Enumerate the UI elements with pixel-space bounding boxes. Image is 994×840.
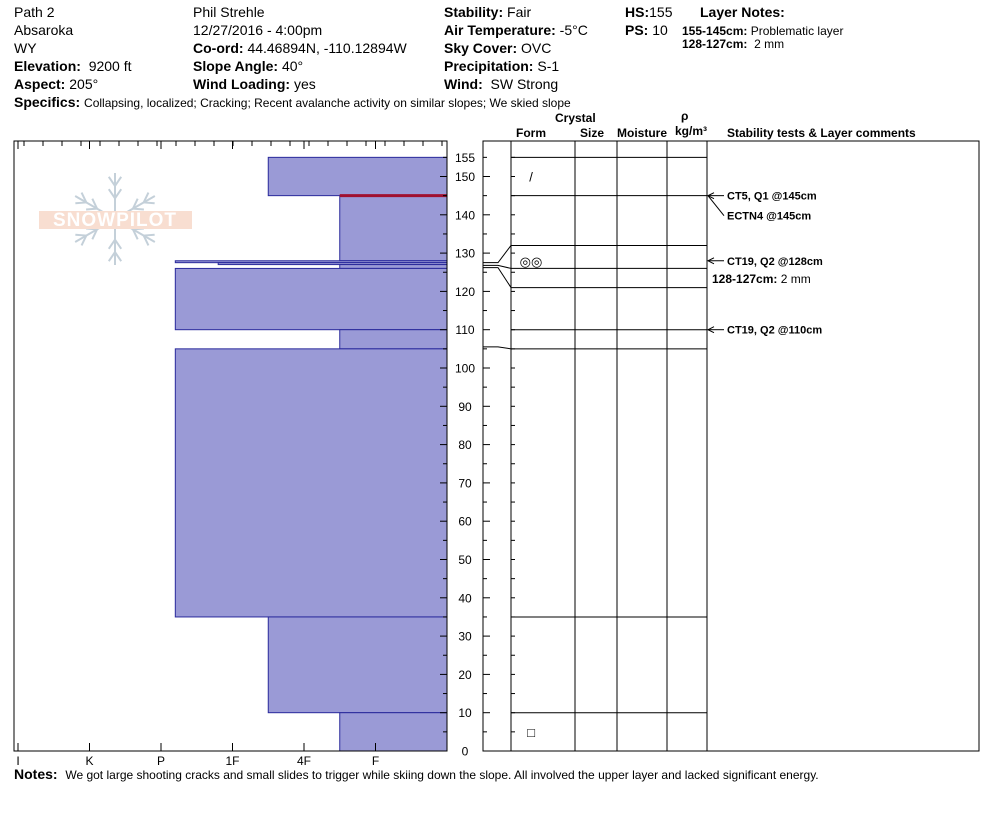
wind-label: Wind:: [444, 76, 483, 92]
observer: Phil Strehle: [193, 4, 265, 20]
stability-tests: [708, 191, 823, 337]
hardness-layer: [175, 268, 447, 329]
air-temp-value: -5°C: [559, 22, 588, 38]
hardness-tick-label: K: [85, 754, 94, 768]
height-tick-label: 40: [458, 591, 472, 606]
notes-label: Notes:: [14, 766, 58, 782]
crystal-form-symbol: □: [527, 724, 535, 740]
layer-comment-range: 128-127cm:: [712, 271, 778, 286]
hardness-tick-label: 1F: [225, 754, 240, 768]
layer-connector: [483, 268, 511, 288]
location-range: Absaroka: [14, 22, 74, 38]
layer-connector: [483, 245, 511, 262]
height-tick-label: 110: [455, 323, 475, 338]
coord-value: 44.46894N, -110.12894W: [247, 40, 407, 56]
hardness-layer: [340, 265, 447, 269]
hs-label: HS:: [625, 4, 650, 20]
logo-text: SNOWPILOT: [52, 210, 178, 231]
height-tick-label: 60: [458, 514, 472, 529]
height-tick-label: 80: [458, 438, 472, 453]
height-tick-label: 10: [458, 706, 472, 721]
layer-note-2-range: 128-127cm:: [682, 37, 748, 51]
form-header: Form: [516, 126, 546, 140]
specifics-value: Collapsing, localized; Cracking; Recent avalanche activity on similar slopes; We skied slope: [84, 96, 571, 110]
height-tick-label: 70: [458, 476, 472, 491]
height-tick-label: 90: [458, 399, 472, 414]
layer-note-1-range: 155-145cm:: [682, 24, 748, 38]
layer-note-1-text: Problematic layer: [750, 24, 844, 38]
stability-value: Fair: [507, 4, 532, 20]
precip-value: S-1: [537, 58, 560, 74]
chart-frames: [14, 141, 979, 751]
precip-label: Precipitation:: [444, 58, 534, 74]
datetime: 12/27/2016 - 4:00pm: [193, 22, 323, 38]
layer-grid: [483, 157, 707, 712]
ps-value: 10: [652, 22, 668, 38]
sky-value: OVC: [521, 40, 552, 56]
hardness-tick-label: I: [16, 754, 20, 768]
crystal-symbols: [520, 170, 543, 740]
snowflake-branch: [144, 235, 155, 236]
hardness-layers: [175, 157, 447, 751]
stability-test-label: CT19, Q2 @128cm: [727, 255, 823, 268]
rho-header: ρ: [681, 109, 689, 123]
height-tick-label: 0: [461, 744, 469, 759]
height-tick-label: 100: [454, 361, 476, 376]
slope-value: 40°: [281, 58, 304, 74]
layer-notes-title: Layer Notes:: [700, 4, 785, 20]
wind-loading-label: Wind Loading:: [193, 76, 291, 92]
hardness-tick-label: 4F: [296, 754, 312, 768]
snowflake-branch: [75, 235, 86, 236]
size-header: Size: [580, 126, 605, 140]
notes-value: We got large shooting cracks and small slides to trigger while skiing down the slope. All involved the upper layer and lacked significant energy.: [65, 768, 819, 782]
hardness-layer: [268, 157, 447, 195]
profile-frame: [483, 141, 979, 751]
stability-test-label: ECTN4 @145cm: [727, 210, 812, 223]
hardness-layer: [340, 330, 447, 349]
coord-label: Co-ord:: [193, 40, 244, 56]
hardness-layer: [340, 196, 447, 261]
wind-loading-value: yes: [293, 76, 316, 92]
hardness-tick-label: F: [371, 754, 380, 768]
specifics-label: Specifics:: [14, 94, 81, 110]
layer-comment-text: 2 mm: [777, 271, 811, 286]
elevation-value: 9200 ft: [88, 58, 132, 74]
stability-tests-header: Stability tests & Layer comments: [727, 126, 916, 140]
slope-label: Slope Angle:: [193, 58, 279, 74]
snowflake-branch: [144, 202, 155, 203]
hardness-layer: [268, 617, 447, 713]
stability-label: Stability:: [444, 4, 504, 20]
height-tick-label: 120: [454, 284, 476, 299]
aspect-value: 205°: [69, 76, 99, 92]
height-tick-label: 150: [454, 170, 476, 184]
height-tick-label: 130: [454, 246, 476, 261]
aspect-label: Aspect:: [14, 76, 66, 92]
crystal-form-symbol: /: [529, 169, 533, 185]
height-tick-label: 140: [454, 208, 476, 223]
location-state: WY: [14, 40, 37, 56]
crystal-form-symbol: ◎◎: [519, 253, 543, 269]
hardness-tick-label: P: [156, 754, 166, 768]
ps-label: PS:: [625, 22, 649, 38]
height-tick-label: 20: [458, 667, 472, 682]
layer-connector: [483, 347, 511, 349]
stability-test-label: CT5, Q1 @145cm: [727, 190, 817, 203]
crystal-header: Crystal: [555, 111, 596, 125]
snowflake-branch: [75, 202, 86, 203]
height-tick-label: 50: [458, 553, 472, 567]
stability-test-label: CT19, Q2 @110cm: [727, 324, 823, 337]
density-unit-header: kg/m³: [675, 124, 708, 138]
layer-comment: [712, 272, 811, 286]
hardness-layer: [340, 713, 447, 751]
layer-note-2-text: 2 mm: [754, 37, 785, 51]
sky-label: Sky Cover:: [444, 40, 518, 56]
height-tick-label: 30: [458, 629, 472, 644]
test-arrow: [708, 196, 724, 216]
hardness-layer: [175, 349, 447, 617]
air-temp-label: Air Temperature:: [444, 22, 556, 38]
height-tick-label: 155: [454, 150, 476, 165]
notes: [14, 766, 819, 784]
elevation-label: Elevation:: [14, 58, 81, 74]
wind-value: SW Strong: [490, 76, 559, 92]
snowpilot-logo: [39, 173, 192, 265]
location-path: Path 2: [14, 4, 55, 20]
hs-value: 155: [649, 4, 673, 20]
moisture-header: Moisture: [617, 126, 668, 140]
